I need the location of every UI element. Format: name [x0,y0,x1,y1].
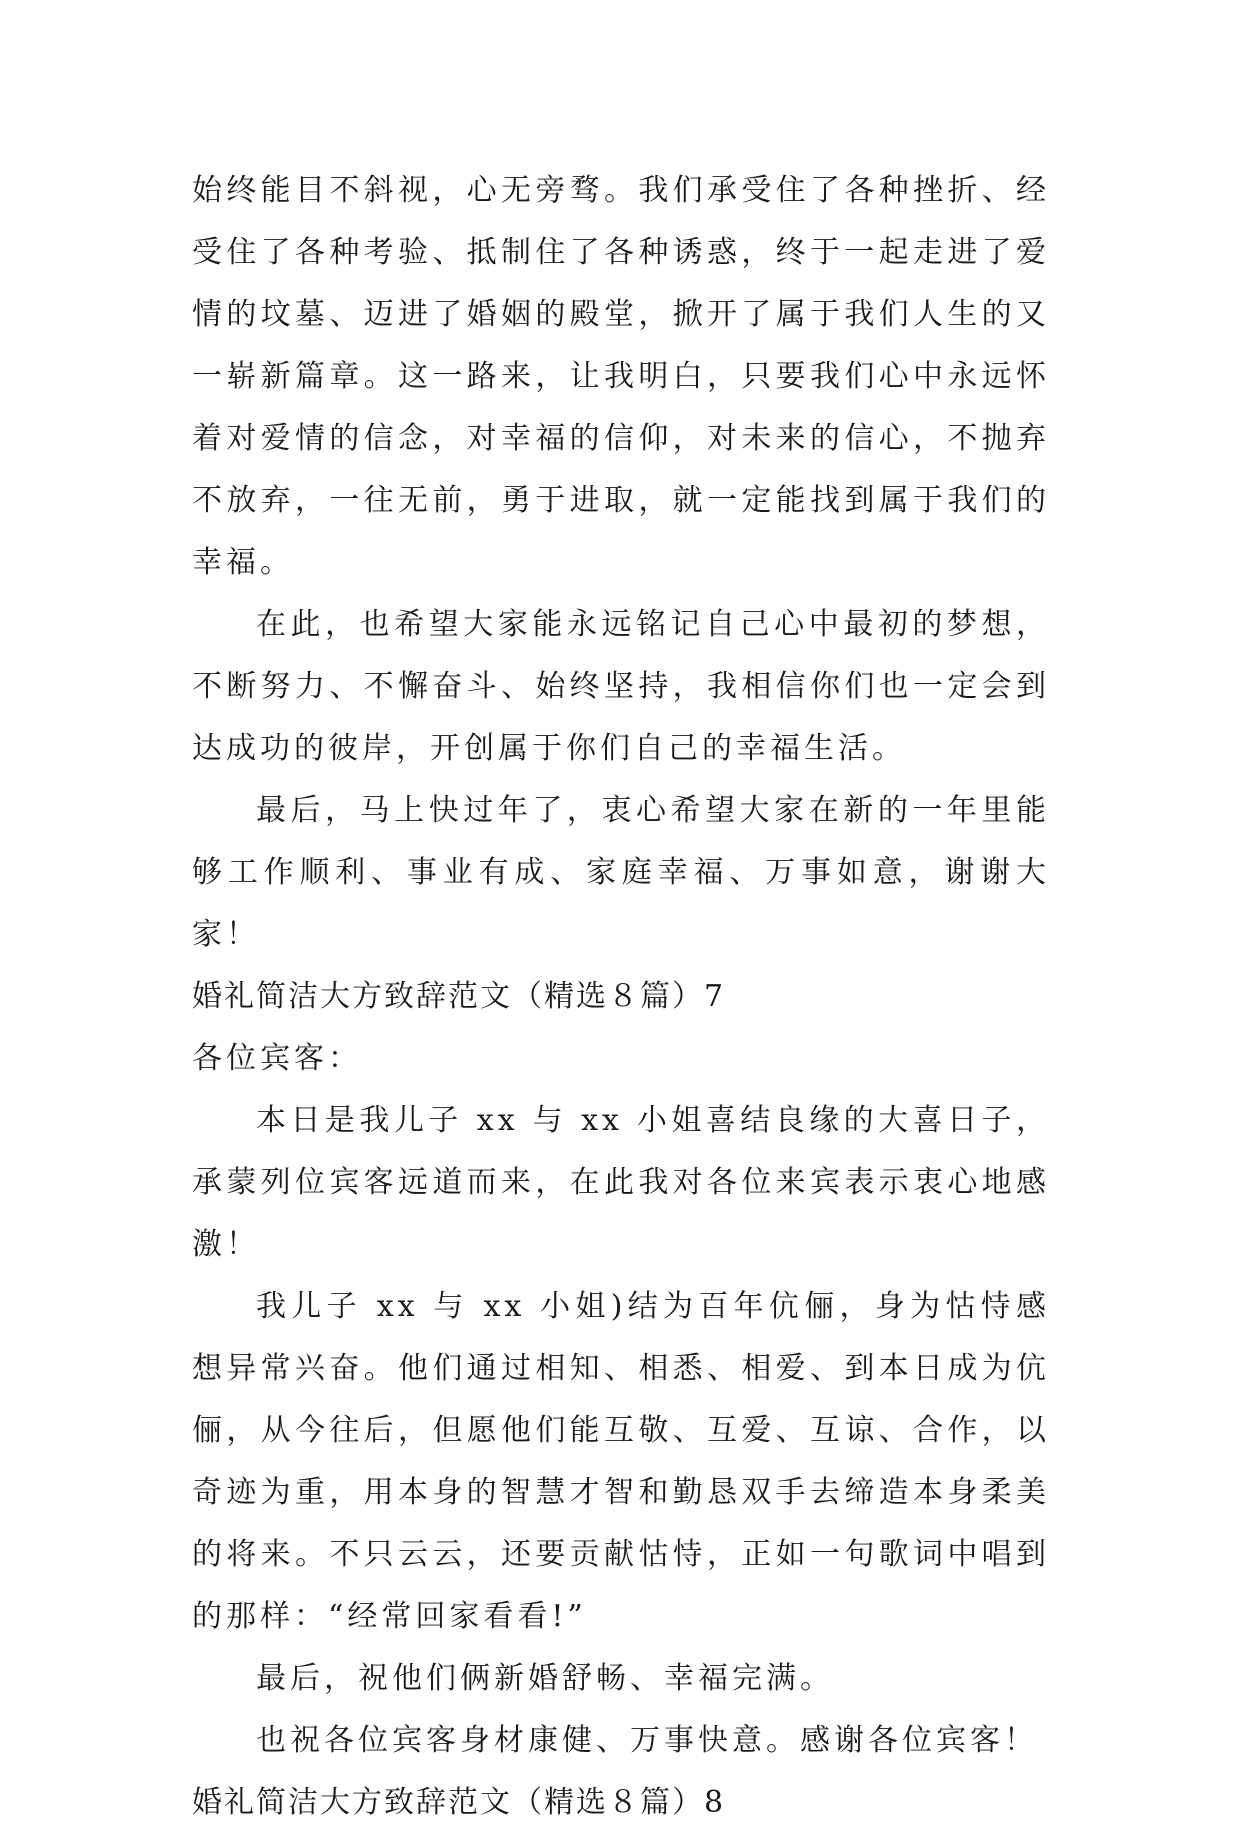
paragraph-3: 最后，马上快过年了，衷心希望大家在新的一年里能够工作顺利、事业有成、家庭幸福、万事如意，谢谢大家！ [192,793,1050,952]
section-7-paragraph-1: 本日是我儿子 xx 与 xx 小姐喜结良缘的大喜日子，承蒙列位宾客远道而来，在此我对各位来宾表示衷心地感激！ [192,1103,1050,1262]
section-7-title: 婚礼简洁大方致辞范文（精选８篇）7 [192,979,726,1014]
section-7-paragraph-2: 我儿子 xx 与 xx 小姐)结为百年伉俪，身为怙恃感想异常兴奋。他们通过相知、相悉、相爱、到本日成为伉俪，从今往后，但愿他们能互敬、互爱、互谅、合作，以奇迹为重，用本身的智慧才智和勤恳双手去缔造本身柔美的将来。不只云云，还要贡献怙恃，正如一句歌词中唱到的那样：“经常回家看看!” [192,1289,1050,1634]
paragraph-1: 始终能目不斜视，心无旁骛。我们承受住了各种挫折、经受住了各种考验、抵制住了各种诱惑，终于一起走进了爱情的坟墓、迈进了婚姻的殿堂，掀开了属于我们人生的又一崭新篇章。这一路来，让我明白，只要我们心中永远怀着对爱情的信念，对幸福的信仰，对未来的信心，不抛弃不放弃，一往无前，勇于进取，就一定能找到属于我们的幸福。 [192,173,1050,580]
paragraph-2: 在此，也希望大家能永远铭记自己心中最初的梦想，不断努力、不懈奋斗、始终坚持，我相信你们也一定会到达成功的彼岸，开创属于你们自己的幸福生活。 [192,607,1050,766]
section-7-greeting: 各位宾客： [192,1041,362,1076]
section-8-title: 婚礼简洁大方致辞范文（精选８篇）8 [192,1785,726,1820]
section-7-paragraph-3: 最后，祝他们俩新婚舒畅、幸福完满。 [256,1661,834,1696]
section-7-paragraph-4: 也祝各位宾客身材康健、万事快意。感谢各位宾客！ [256,1723,1038,1758]
document-page [192,160,1050,1834]
